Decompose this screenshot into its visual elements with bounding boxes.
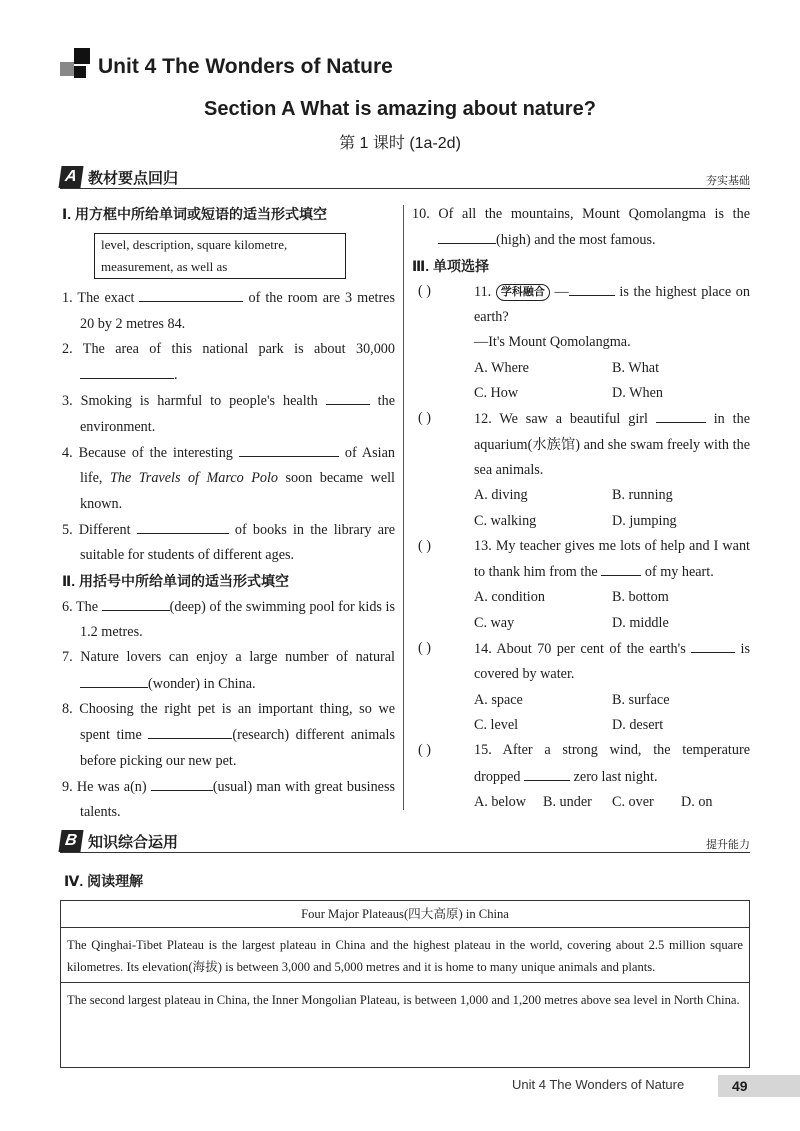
option-c[interactable]: C. How <box>474 385 519 402</box>
part3-heading: Ⅲ. 单项选择 <box>412 257 490 274</box>
section-title: Section A What is amazing about nature? <box>204 98 596 120</box>
question-4: 4. Because of the interesting of Asian life, The Travels of Marco Polo soon became well known. <box>62 440 395 517</box>
question-7: 7. Nature lovers can enjoy a large number of natural (wonder) in China. <box>62 649 395 692</box>
option-d[interactable]: D. When <box>612 385 663 402</box>
question-15: ( ) 15. After a strong wind, the temperature dropped zero last night. <box>418 742 750 785</box>
section-a-badge: A <box>58 166 83 188</box>
question-13-options <box>412 585 750 610</box>
answer-blank[interactable] <box>656 406 706 423</box>
question-12-options <box>412 483 750 508</box>
question-12-options <box>412 509 750 534</box>
reading-paragraph: The Qinghai-Tibet Plateau is the largest plateau in China and the highest plateau in the world, covering about 2.5 million square kilometres. Its elevation(海拔) is between 3,000 and 5,000 metres and it is home to many unique animals and plants. <box>61 928 749 983</box>
option-a[interactable]: A. Where <box>474 359 529 376</box>
unit-mark-icon <box>60 48 90 84</box>
answer-blank[interactable] <box>326 388 370 405</box>
unit-title: Unit 4 The Wonders of Nature <box>98 55 393 78</box>
subject-tag: 学科融合 <box>496 284 550 301</box>
reading-paragraph: The second largest plateau in China, the Inner Mongolian Plateau, is between 1,000 and 1,200 metres above sea level in North China. <box>67 993 740 1007</box>
section-a-title: 教材要点回归 <box>88 170 179 187</box>
question-3: 3. Smoking is harmful to people's health the environment. <box>62 388 395 440</box>
option-c[interactable]: C. over <box>612 793 654 810</box>
option-c[interactable]: C. level <box>474 716 519 733</box>
answer-blank[interactable] <box>239 440 339 457</box>
option-c[interactable]: C. walking <box>474 512 537 529</box>
right-column <box>412 202 750 815</box>
page-number: 49 <box>718 1075 800 1097</box>
option-a[interactable]: A. space <box>474 691 523 708</box>
option-c[interactable]: C. way <box>474 614 515 631</box>
question-11: ( ) 11. 学科融合 — is the highest place on earth? <box>412 279 750 331</box>
section-a-tag: 夯实基础 <box>706 175 750 187</box>
question-8: 8. Choosing the right pet is an important thing, so we spent time (research) different animals before picking our new pet. <box>62 701 395 769</box>
option-d[interactable]: D. jumping <box>612 512 677 529</box>
section-b-bar <box>60 830 750 853</box>
question-10: 10. Of all the mountains, Mount Qomolangma is the (high) and the most famous. <box>412 206 750 249</box>
option-b[interactable]: B. What <box>612 359 660 376</box>
question-2: 2. The area of this national park is about 30,000 . <box>62 340 395 384</box>
question-11-reply: —It's Mount Qomolangma. <box>474 334 631 351</box>
reading-title: Four Major Plateaus(四大高原) in China <box>61 901 749 928</box>
part2-heading: Ⅱ. 用括号中所给单词的适当形式填空 <box>62 572 290 589</box>
option-a[interactable]: A. condition <box>474 589 545 606</box>
answer-blank[interactable] <box>137 517 229 534</box>
answer-blank[interactable] <box>438 227 496 244</box>
word-box-line: measurement, as well as <box>101 259 228 275</box>
answer-blank[interactable] <box>102 594 170 611</box>
section-b-badge: B <box>58 830 83 852</box>
question-11-options <box>412 356 750 381</box>
answer-blank[interactable] <box>601 559 641 576</box>
question-14-options <box>412 688 750 713</box>
option-d[interactable]: D. middle <box>612 614 669 631</box>
left-column <box>62 202 395 826</box>
word-box <box>94 233 346 279</box>
part1-heading: Ⅰ. 用方框中所给单词或短语的适当形式填空 <box>62 206 327 222</box>
option-b[interactable]: B. bottom <box>612 589 669 606</box>
reading-box <box>60 900 750 1068</box>
page-footer <box>0 1075 800 1097</box>
answer-blank[interactable] <box>691 636 735 653</box>
question-11-options <box>412 381 750 406</box>
section-b-tag: 提升能力 <box>706 839 750 851</box>
option-a[interactable]: A. below <box>474 793 527 810</box>
question-13: ( ) 13. My teacher gives me lots of help and I want to thank him from the of my heart. <box>418 537 750 581</box>
question-5: 5. Different of books in the library are suitable for students of different ages. <box>62 517 395 569</box>
option-b[interactable]: B. running <box>612 487 673 504</box>
word-box-line: level, description, square kilometre, <box>101 237 288 253</box>
question-9: 9. He was a(n) (usual) man with great business talents. <box>62 774 395 826</box>
question-15-options <box>412 790 750 815</box>
question-14: ( ) 14. About 70 per cent of the earth's is covered by water. <box>412 636 750 688</box>
question-12: ( ) 12. We saw a beautiful girl in the aquarium(水族馆) and she swam freely with the sea animals. <box>412 406 750 483</box>
column-divider <box>403 205 404 810</box>
question-13-options <box>412 611 750 636</box>
option-a[interactable]: A. diving <box>474 487 528 504</box>
answer-blank[interactable] <box>524 764 570 781</box>
answer-blank[interactable] <box>139 285 243 302</box>
option-b[interactable]: B. under <box>543 793 592 810</box>
question-6: 6. The (deep) of the swimming pool for kids is 1.2 metres. <box>62 594 395 646</box>
answer-blank[interactable] <box>569 279 615 296</box>
option-b[interactable]: B. surface <box>612 691 670 708</box>
lesson-title: 第 1 课时 (1a-2d) <box>339 135 461 152</box>
section-a-bar <box>60 166 750 189</box>
answer-blank[interactable] <box>148 722 232 739</box>
footer-unit-text: Unit 4 The Wonders of Nature <box>512 1077 685 1092</box>
answer-blank[interactable] <box>151 774 213 791</box>
answer-blank[interactable] <box>80 362 174 379</box>
question-1: 1. The exact of the room are 3 metres 20 by 2 metres 84. <box>62 285 395 337</box>
answer-blank[interactable] <box>80 671 148 688</box>
option-d[interactable]: D. desert <box>612 716 664 733</box>
question-14-options <box>412 713 750 738</box>
part4-heading: Ⅳ. 阅读理解 <box>64 873 144 889</box>
section-b-title: 知识综合运用 <box>88 834 179 851</box>
option-d[interactable]: D. on <box>681 793 713 810</box>
